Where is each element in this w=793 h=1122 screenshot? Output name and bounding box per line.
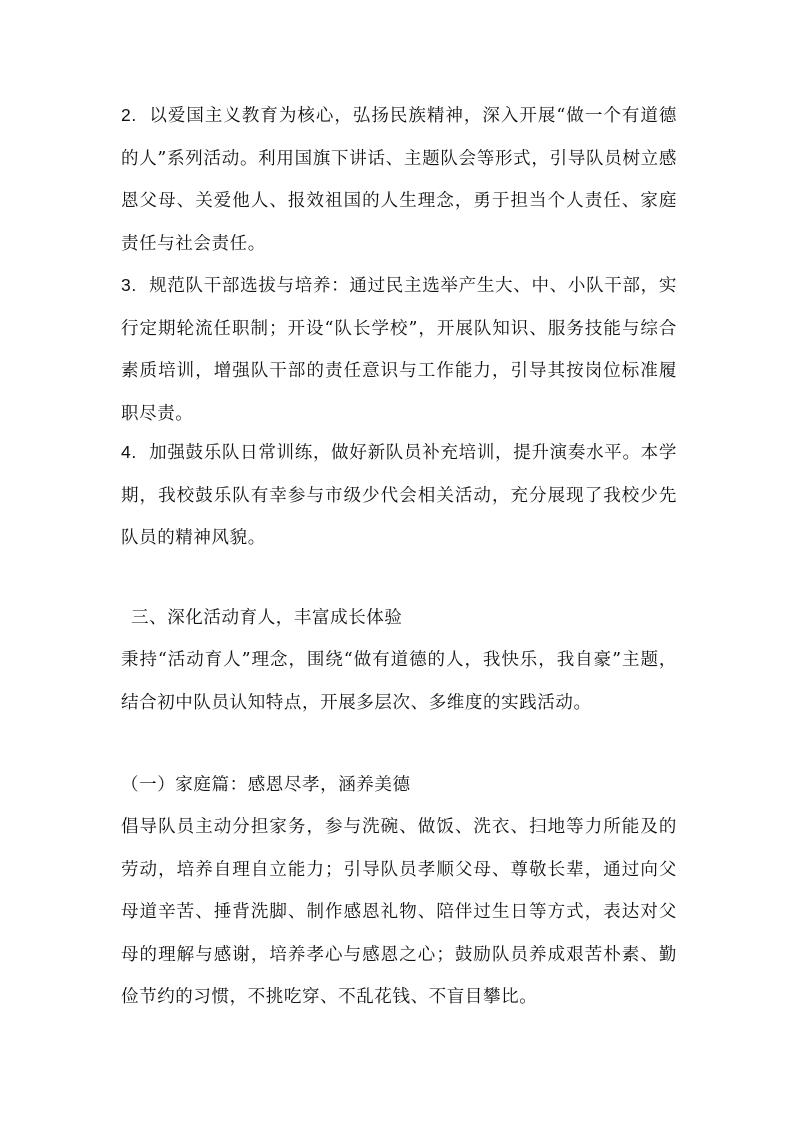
list-item-2: [121, 94, 677, 265]
list-item-3: [121, 264, 677, 435]
section-3-paragraph: 秉持“活动育人”理念，围绕“做有道德的人，我快乐，我自豪”主题，结合初中队员认知特点，开展多层次、多维度的实践活动。: [121, 650, 677, 713]
list-item-4: [121, 431, 677, 560]
item-text: 以爱国主义教育为核心，弘扬民族精神，深入开展“做一个有道德的人”系列活动。利用国旗下讲话、主题队会等形式，引导队员树立感恩父母、关爱他人、报效祖国的人生理念，勇于担当个人责任、家庭责任与社会责任。: [121, 106, 677, 254]
item-number: 3.: [121, 275, 137, 295]
item-number: 4.: [121, 442, 137, 462]
item-text: 规范队干部选拔与培养：通过民主选举产生大、中、小队干部，实行定期轮流任职制；开设“队长学校”，开展队知识、服务技能与综合素质培训，增强队干部的责任意识与工作能力，引导其按岗位标准履职尽责。: [121, 276, 677, 424]
item-text: 加强鼓乐队日常训练，做好新队员补充培训，提升演奏水平。本学期，我校鼓乐队有幸参与市级少代会相关活动，充分展现了我校少先队员的精神风貌。: [121, 443, 677, 548]
section-heading-3: 三、深化活动育人，丰富成长体验: [131, 608, 403, 628]
subsection-heading-1: （一）家庭篇：感恩尽孝，涵养美德: [121, 775, 411, 795]
item-number: 2.: [121, 105, 137, 125]
subsection-1-paragraph: 倡导队员主动分担家务，参与洗碗、做饭、洗衣、扫地等力所能及的劳动，培养自理自立能力；引导队员孝顺父母、尊敬长辈，通过向父母道辛苦、捶背洗脚、制作感恩礼物、陪伴过生日等方式，表达对父母的理解与感谢，培养孝心与感恩之心；鼓励队员养成艰苦朴素、勤俭节约的习惯，不挑吃穿、不乱花钱、不盲目攀比。: [121, 817, 677, 1007]
